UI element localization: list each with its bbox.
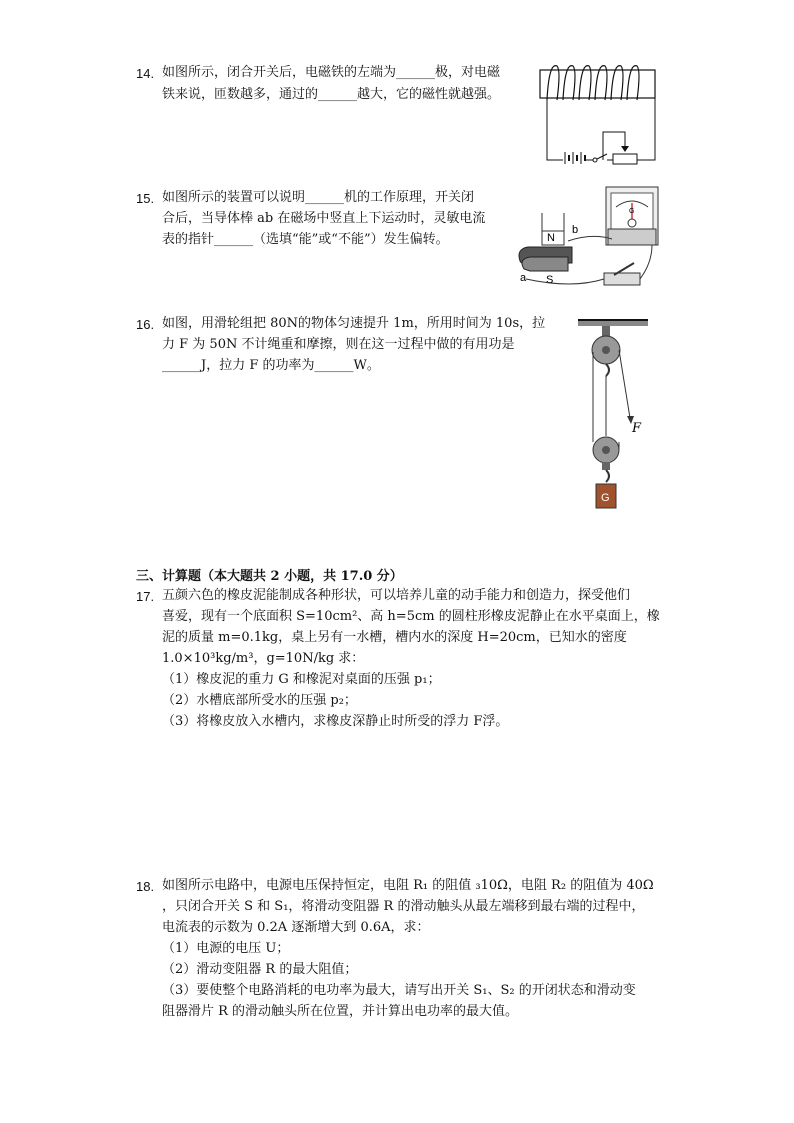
magnet-n-label: N — [547, 232, 555, 244]
question-text-line: 表的指针______（选填“能”或“不能”）发生偏转。 — [162, 232, 449, 247]
electromagnet-figure — [535, 60, 660, 168]
galvanometer-label: G — [629, 208, 635, 215]
question-number: 18. — [136, 879, 155, 894]
question-number: 17. — [136, 589, 155, 604]
question-text-line: （1）电源的电压 U； — [162, 941, 290, 956]
question-text-line: （3）将橡皮放入水槽内，求橡皮深静止时所受的浮力 F浮。 — [162, 714, 509, 729]
force-label: F — [632, 421, 642, 436]
question-text-line: （2）滑动变阻器 R 的最大阻值； — [162, 962, 358, 977]
question-text-line: 五颜六色的橡皮泥能制成各种形状，可以培养儿童的动手能力和创造力，探受他们 — [162, 588, 631, 603]
question-text-line: ______J，拉力 F 的功率为______W。 — [162, 358, 380, 373]
question-number: 15. — [136, 191, 155, 206]
question-text-line: ，只闭合开关 S 和 S₁，将滑动变阻器 R 的滑动触头从最左端移到最右端的过程中， — [162, 899, 645, 914]
question-text-line: 如图所示，闭合开关后，电磁铁的左端为______极，对电磁 — [162, 65, 501, 80]
question-text-line: 泥的质量 m=0.1kg，桌上另有一水槽，槽内水的深度 H=20cm，已知水的密度 — [162, 630, 627, 645]
question-number: 14. — [136, 66, 155, 81]
question-text-line: （3）要使整个电路消耗的电功率为最大，请写出开关 S₁、S₂ 的开闭状态和滑动变 — [162, 983, 636, 998]
question-text-line: 如图所示的装置可以说明______机的工作原理，开关闭 — [162, 190, 475, 205]
question-text-line: 铁来说，匝数越多，通过的______越大，它的磁性就越强。 — [162, 87, 501, 102]
weight-label: G — [601, 492, 610, 504]
question-text-line: 1.0×10³kg/m³，g=10N/kg 求： — [162, 651, 365, 666]
question-text-line: （1）橡皮泥的重力 G 和橡泥对桌面的压强 p₁； — [162, 672, 441, 687]
question-text-line: 如图所示电路中，电源电压保持恒定，电阻 R₁ 的阻值 ₃10Ω，电阻 R₂ 的阻值为 40Ω — [162, 878, 654, 893]
question-text-line: 电流表的示数为 0.2A 逐渐增大到 0.6A，求： — [162, 920, 430, 935]
rod-a-label: a — [520, 272, 527, 284]
question-text-line: 合后，当导体棒 ab 在磁场中竖直上下运动时，灵敏电流 — [162, 211, 486, 226]
question-number: 16. — [136, 317, 155, 332]
generator-figure — [512, 183, 662, 293]
question-text-line: 阻器滑片 R 的滑动触头所在位置，并计算出电功率的最大值。 — [162, 1004, 519, 1019]
question-text-line: 力 F 为 50N 不计绳重和摩擦，则在这一过程中做的有用功是 — [162, 337, 515, 352]
question-text-line: 如图，用滑轮组把 80N的物体匀速提升 1m，所用时间为 10s，拉 — [162, 316, 546, 331]
rod-b-label: b — [572, 224, 579, 236]
question-text-line: 喜爱，现有一个底面积 S=10cm²、高 h=5cm 的圆柱形橡皮泥静止在水平桌面上，橡 — [162, 609, 660, 624]
magnet-s-label: S — [546, 274, 554, 286]
pulley-figure — [574, 314, 654, 514]
question-text-line: （2）水槽底部所受水的压强 p₂； — [162, 693, 357, 708]
section-header: 三、计算题（本大题共 2 小题，共 17.0 分） — [136, 569, 403, 584]
